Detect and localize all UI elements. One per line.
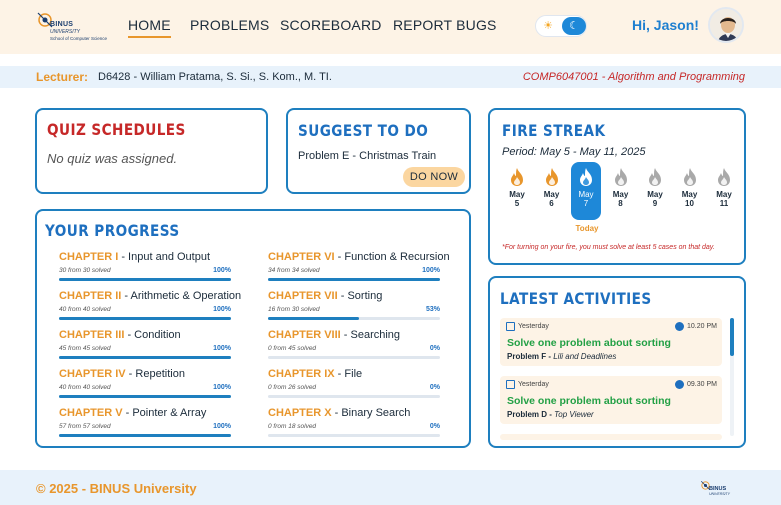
day-number: 5	[514, 199, 520, 208]
chapter-name: - Sorting	[337, 290, 383, 302]
chapter-number: CHAPTER IV	[59, 368, 126, 380]
day-number: 10	[685, 199, 694, 208]
chapter-item[interactable]	[59, 368, 231, 398]
chapter-item[interactable]	[268, 329, 440, 359]
chapter-progress-bar	[59, 317, 231, 320]
quiz-schedules-card	[35, 108, 268, 194]
chapter-item[interactable]	[59, 290, 242, 320]
chapter-number: CHAPTER VI	[268, 251, 335, 263]
footer-logo	[700, 477, 740, 501]
chapter-solved: 0 from 45 solved	[268, 345, 317, 352]
chapter-item[interactable]	[59, 329, 231, 359]
flame-icon	[544, 167, 560, 187]
chapter-solved: 0 from 26 solved	[268, 384, 317, 391]
streak-day	[709, 167, 739, 208]
streak-day-today	[571, 162, 601, 220]
chapter-name: - Pointer & Array	[122, 407, 207, 419]
progress-card	[35, 209, 471, 448]
quiz-title: QUIZ SCHEDULES	[47, 120, 186, 139]
activity-problem: Problem D - Top Viewer	[507, 410, 594, 419]
chapter-name: - Arithmetic & Operation	[121, 290, 242, 302]
chapter-progress-fill	[268, 278, 440, 281]
chapter-title	[268, 407, 440, 419]
chapter-percent: 100%	[213, 384, 231, 391]
avatar-image	[710, 9, 744, 43]
nav-problems[interactable]: PROBLEMS	[190, 17, 270, 33]
footer-logo-name: BINUS	[709, 486, 727, 492]
chapter-item[interactable]	[268, 290, 440, 320]
flame-icon	[578, 167, 594, 187]
nav-report-bugs[interactable]: REPORT BUGS	[393, 17, 497, 33]
day-month: May	[578, 190, 594, 199]
chapter-percent: 0%	[429, 345, 440, 352]
clock-icon	[675, 380, 684, 389]
day-number: 7	[583, 199, 589, 208]
theme-toggle[interactable]	[535, 15, 587, 37]
today-label: Today	[575, 224, 599, 233]
chapter-name: - Function & Recursion	[334, 251, 450, 263]
chapter-number: CHAPTER VII	[268, 290, 338, 302]
quiz-empty-text: No quiz was assigned.	[47, 151, 178, 166]
flame-icon	[509, 167, 525, 187]
streak-day	[675, 167, 705, 208]
clock-icon	[675, 322, 684, 331]
chapter-percent: 100%	[213, 267, 231, 274]
chapter-name: - Condition	[124, 329, 181, 341]
chapter-title	[268, 329, 440, 341]
logo-sub: UNIVERSITY	[50, 29, 81, 35]
flame-icon	[613, 167, 629, 187]
lecturer-label: Lecturer:	[36, 70, 89, 84]
chapter-progress-bar	[268, 356, 440, 359]
day-month: May	[647, 190, 663, 199]
chapter-progress-bar	[268, 395, 440, 398]
chapter-solved: 45 from 45 solved	[59, 345, 111, 352]
sun-icon: ☀	[543, 20, 553, 32]
chapter-progress-bar	[268, 434, 440, 437]
activity-scroll-thumb[interactable]	[730, 318, 734, 356]
activity-item[interactable]	[500, 376, 722, 424]
day-month: May	[716, 190, 732, 199]
flame-icon	[716, 167, 732, 187]
footer-logo-sub: UNIVERSITY	[709, 492, 731, 496]
streak-note: *For turning on your fire, you must solve at least 5 cases on that day.	[502, 244, 715, 251]
chapter-progress-fill	[59, 395, 231, 398]
activity-time: 09.30 PM	[687, 381, 717, 388]
activity-headline: Solve one problem about sorting	[507, 395, 671, 407]
activities-title: LATEST ACTIVITIES	[500, 289, 652, 308]
chapter-number: CHAPTER IX	[268, 368, 335, 380]
activity-item[interactable]	[500, 318, 722, 366]
chapter-percent: 100%	[422, 267, 440, 274]
lecturer-name: D6428 - William Pratama, S. Si., S. Kom., M. TI.	[98, 71, 332, 83]
fire-streak-title: FIRE STREAK	[502, 121, 606, 140]
chapter-solved: 40 from 40 solved	[59, 306, 111, 313]
chapter-progress-bar	[59, 395, 231, 398]
chapter-item[interactable]	[268, 368, 440, 398]
nav-scoreboard[interactable]: SCOREBOARD	[280, 17, 382, 33]
activity-time: 10.20 PM	[687, 323, 717, 330]
chapter-solved: 34 from 34 solved	[268, 267, 320, 274]
day-month: May	[681, 190, 698, 199]
chapter-number: CHAPTER I	[59, 251, 119, 263]
copyright: © 2025 - BINUS University	[36, 481, 197, 496]
chapter-progress-fill	[268, 317, 359, 320]
chapter-item[interactable]	[59, 251, 231, 281]
chapter-title	[59, 407, 231, 419]
chapter-percent: 0%	[429, 423, 440, 430]
chapter-solved: 30 from 30 solved	[59, 267, 111, 274]
day-number: 9	[652, 199, 658, 208]
day-month: May	[612, 190, 629, 199]
activity-problem: Problem F - Lili and Deadlines	[507, 352, 617, 361]
activity-item-partial	[500, 434, 722, 440]
calendar-icon	[506, 380, 515, 389]
user-greeting: Hi, Jason!	[632, 17, 699, 33]
chapter-title	[59, 251, 231, 263]
chapter-number: CHAPTER VIII	[268, 329, 341, 341]
streak-day	[606, 167, 636, 208]
chapter-title	[59, 329, 231, 341]
flame-icon	[647, 167, 663, 187]
chapter-progress-fill	[59, 434, 231, 437]
chapter-percent: 0%	[429, 384, 440, 391]
chapter-solved: 16 from 30 solved	[268, 306, 320, 313]
chapter-title	[268, 368, 440, 380]
day-number: 6	[549, 199, 554, 208]
chapter-progress-bar	[268, 278, 440, 281]
chapter-progress-bar	[59, 278, 231, 281]
chapter-name: - Repetition	[125, 368, 185, 380]
chapter-progress-bar	[268, 317, 440, 320]
activity-day: Yesterday	[518, 323, 549, 330]
logo-school: School of Computer Science	[50, 36, 108, 41]
chapter-number: CHAPTER III	[59, 329, 125, 341]
streak-day	[502, 167, 532, 208]
day-month: May	[543, 190, 560, 199]
day-number: 11	[719, 199, 729, 208]
calendar-icon	[506, 322, 515, 331]
chapter-percent: 100%	[213, 423, 231, 430]
lecturer-bar	[0, 66, 781, 88]
chapter-progress-fill	[59, 317, 231, 320]
moon-icon: ☾	[562, 17, 586, 35]
chapter-solved: 40 from 40 solved	[59, 384, 111, 391]
chapter-number: CHAPTER II	[59, 290, 122, 302]
chapter-progress-bar	[59, 356, 231, 359]
chapter-percent: 53%	[425, 306, 440, 313]
activities-card	[488, 276, 746, 448]
chapter-item[interactable]	[59, 407, 231, 437]
chapter-percent: 100%	[213, 345, 231, 352]
avatar[interactable]	[708, 7, 744, 43]
streak-day	[537, 167, 567, 208]
chapter-item[interactable]	[268, 251, 450, 281]
streak-day	[640, 167, 670, 208]
activity-day: Yesterday	[518, 381, 549, 388]
chapter-solved: 0 from 18 solved	[268, 423, 317, 430]
activity-headline: Solve one problem about sorting	[507, 337, 671, 349]
top-header	[0, 0, 781, 54]
binus-logo[interactable]	[36, 9, 126, 47]
chapter-title	[268, 290, 440, 302]
chapter-name: - Input and Output	[118, 251, 211, 263]
suggest-card	[286, 108, 471, 194]
chapter-progress-fill	[59, 278, 231, 281]
chapter-name: - File	[334, 368, 363, 380]
chapter-progress-bar	[59, 434, 231, 437]
chapter-solved: 57 from 57 solved	[59, 423, 111, 430]
day-number: 8	[618, 199, 623, 208]
course-code: COMP6047001 - Algorithm and Programming	[522, 71, 745, 83]
footer	[0, 470, 781, 505]
suggested-problem[interactable]: Problem E - Christmas Train	[298, 150, 437, 162]
chapter-number: CHAPTER X	[268, 407, 332, 419]
chapter-name: - Searching	[340, 329, 401, 341]
day-month: May	[509, 190, 525, 199]
do-now-button[interactable]: DO NOW	[403, 167, 465, 187]
flame-icon	[682, 167, 698, 187]
chapter-name: - Binary Search	[331, 407, 411, 419]
logo-name: BINUS	[50, 21, 74, 28]
chapter-progress-fill	[59, 356, 231, 359]
chapter-title	[59, 368, 231, 380]
chapter-percent: 100%	[213, 306, 231, 313]
fire-streak-card	[488, 108, 746, 265]
suggest-title: SUGGEST TO DO	[298, 121, 429, 140]
chapter-title	[59, 290, 242, 302]
chapter-number: CHAPTER V	[59, 407, 123, 419]
streak-period: Period: May 5 - May 11, 2025	[502, 146, 646, 158]
chapter-item[interactable]	[268, 407, 440, 437]
chapter-title	[268, 251, 450, 263]
progress-title: YOUR PROGRESS	[45, 221, 180, 240]
nav-home[interactable]: HOME	[128, 17, 171, 38]
